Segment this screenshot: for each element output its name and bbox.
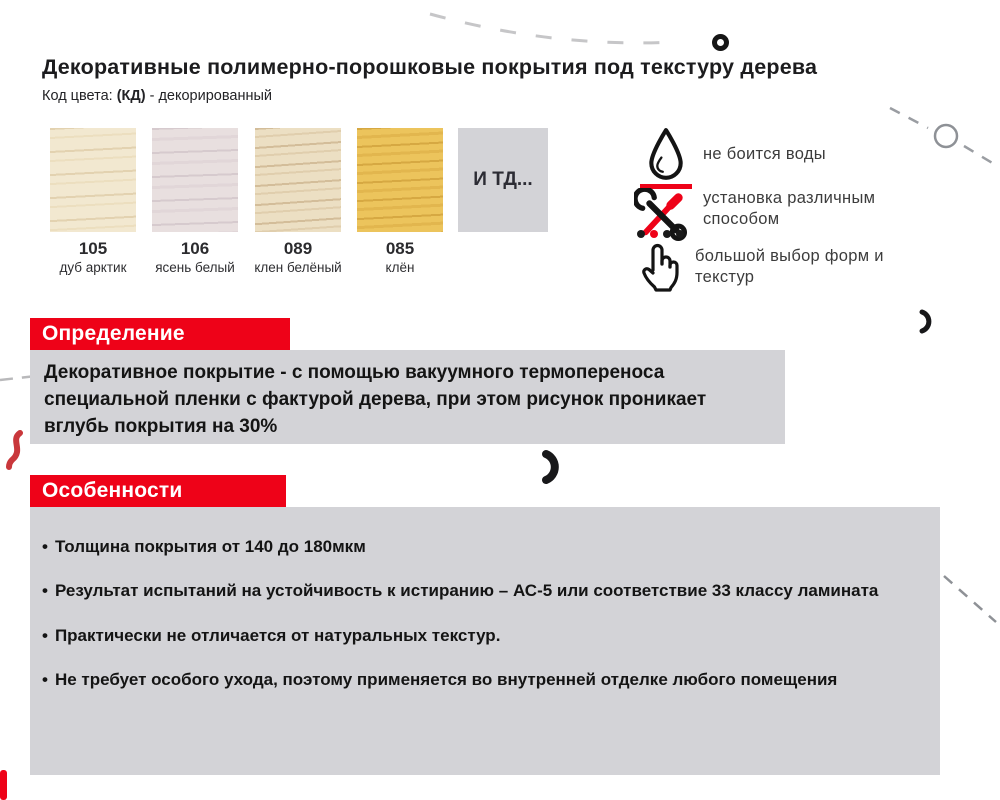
features-list-box (30, 507, 940, 775)
etc-placeholder: И ТД... (458, 128, 548, 232)
dashed-curve-top (424, 4, 714, 52)
bullet: • (42, 670, 48, 690)
water-drop-icon (644, 125, 688, 181)
feature-text: Толщина покрытия от 140 до 180мкм (54, 537, 366, 556)
benefit-water-label: не боится воды (703, 145, 826, 163)
swatch-image-105 (50, 128, 136, 232)
donut-dot-icon (712, 34, 729, 51)
swatch-code: 105 (78, 239, 108, 258)
color-code-value: (КД) (116, 88, 146, 104)
red-accent-bar (0, 770, 7, 800)
swatch-name: ясень белый (155, 260, 235, 275)
swatch-code: 089 (283, 239, 313, 258)
page-title: Декоративные полимерно-порошковые покрытия под текстуру дерева (42, 55, 818, 79)
swatch-card-085 (344, 128, 456, 275)
swatch-image-089 (255, 128, 341, 232)
feature-item (42, 620, 922, 651)
swatch-name: клён (385, 260, 415, 275)
swatch-image-106 (152, 128, 238, 232)
dashed-line-right (938, 570, 1000, 630)
feature-item (42, 575, 922, 606)
definition-header: Определение (30, 318, 290, 350)
bullet: • (42, 537, 48, 556)
swatch-name: клен белёный (254, 260, 342, 275)
feature-item (42, 531, 922, 562)
swatch-card-106 (139, 128, 251, 275)
bullet: • (42, 625, 48, 645)
comma-icon-large (538, 448, 564, 486)
benefit-choice-label: большой выбор форм и текстур (695, 247, 884, 287)
feature-text: Не требует особого ухода, поэтому применяется во внутренней отделке любого помещения (54, 670, 838, 690)
color-code-subtitle (42, 88, 272, 104)
feature-text: Результат испытаний на устойчивость к истиранию – АС-5 или соответствие 33 классу ламината (54, 581, 879, 601)
feature-item (42, 664, 922, 695)
swatch-name: дуб арктик (59, 260, 127, 275)
red-squiggle-icon (3, 428, 29, 474)
hand-tap-icon (636, 228, 692, 292)
swatch-image-085 (357, 128, 443, 232)
bullet: • (42, 581, 48, 601)
swatch-code: 085 (385, 239, 415, 258)
swatch-card-089 (242, 128, 354, 275)
comma-icon-small (916, 308, 934, 336)
benefit-install-label: установка различным способом (703, 189, 876, 229)
definition-text-box: Декоративное покрытие - с помощью вакуумного термопереноса специальной пленки с фактурой дерева, при этом рисунок проникает вглубь покрытия на 30% (30, 350, 785, 444)
swatch-code: 106 (180, 239, 210, 258)
swatch-card-105 (37, 128, 149, 275)
feature-text: Практически не отличается от натуральных текстур. (54, 625, 501, 645)
color-code-rest: - декорированный (149, 88, 272, 104)
color-code-label: Код цвета: (42, 88, 113, 104)
features-header: Особенности (30, 475, 286, 507)
